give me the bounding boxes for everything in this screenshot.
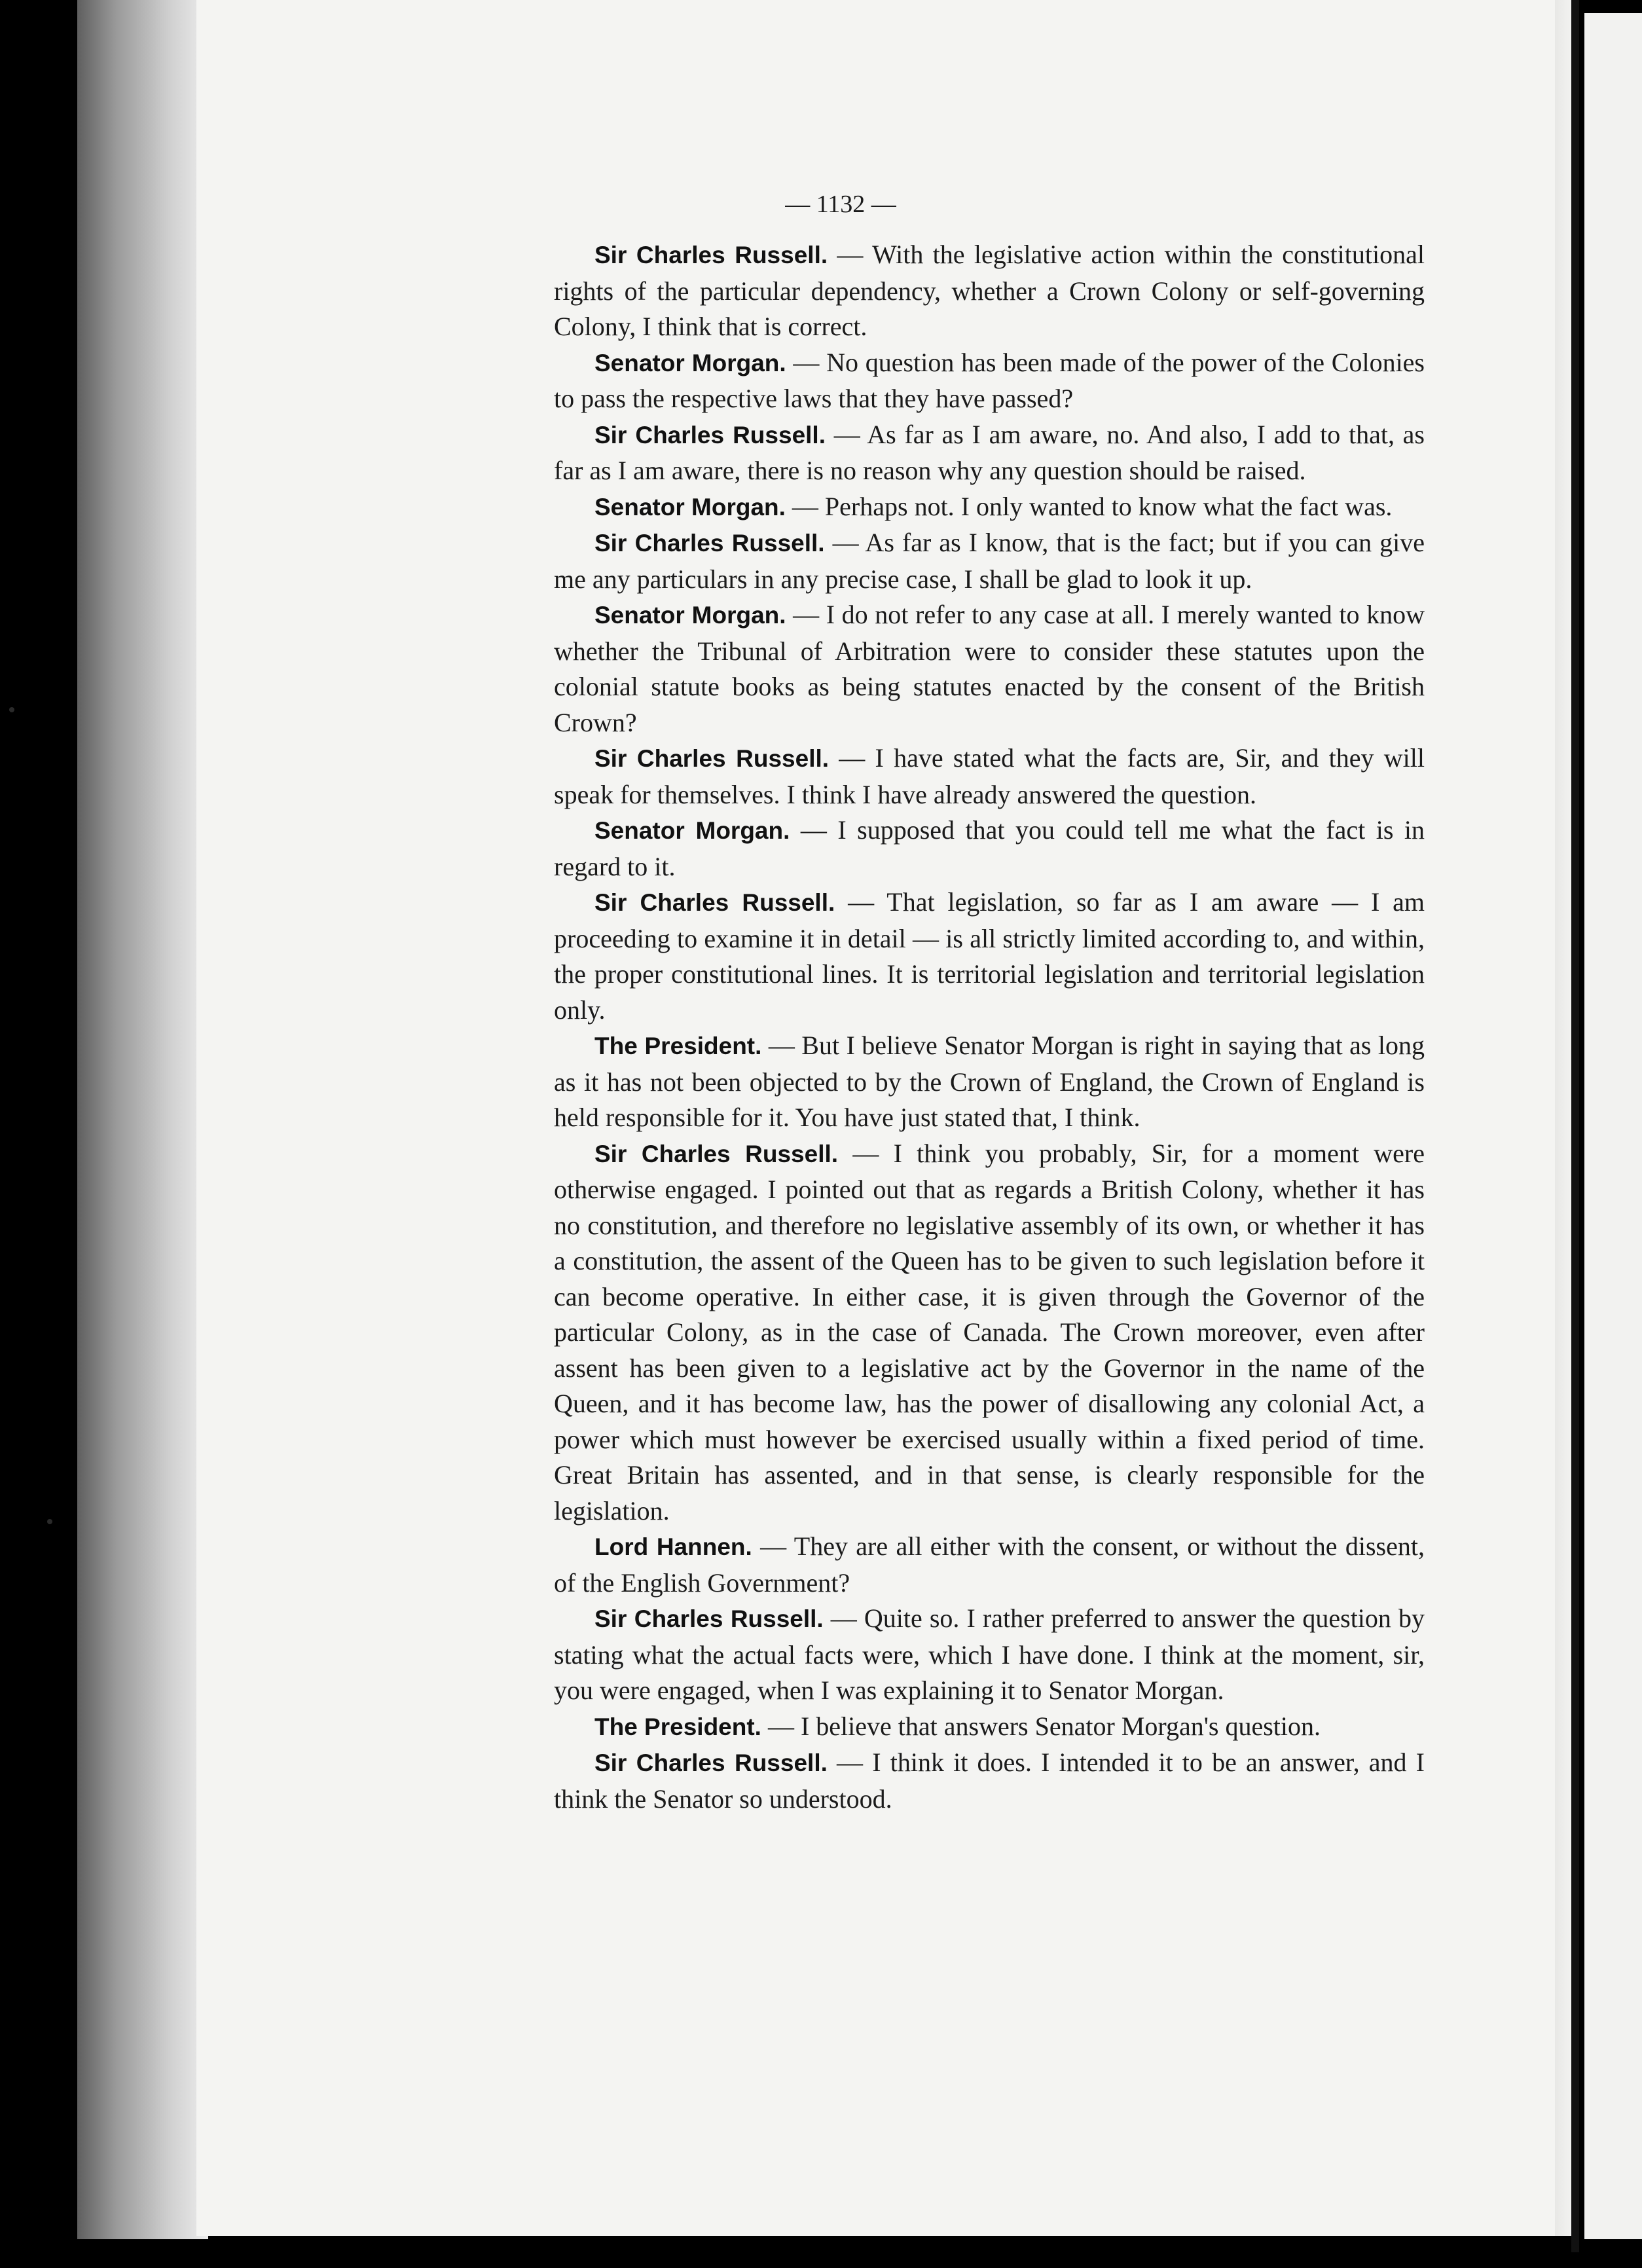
speaker-name: Sir Charles Russell. <box>594 1140 839 1167</box>
speech-text: — They are all either with the consent, or without the dissent, of the English Government? <box>554 1531 1425 1598</box>
scan-speck <box>9 707 14 712</box>
transcript-body <box>554 237 1425 1817</box>
speech-text: — I have stated what the facts are, Sir, and they will speak for themselves. I think I have already answered the question. <box>554 743 1425 809</box>
exchange-paragraph <box>554 1601 1425 1709</box>
exchange-paragraph <box>554 525 1425 597</box>
speech-text: — Quite so. I rather preferred to answer the question by stating what the actual facts were, which I have done. I think at the moment, sir, you were engaged, when I was explaining it to Senator Morgan. <box>554 1603 1425 1705</box>
speech-text: — I believe that answers Senator Morgan's question. <box>761 1711 1321 1741</box>
page-edge-divider <box>1571 0 1579 2252</box>
speaker-name: Senator Morgan. <box>594 493 786 521</box>
speaker-name: The President. <box>594 1033 762 1059</box>
speech-text: — Perhaps not. I only wanted to know what the fact was. <box>785 491 1393 521</box>
exchange-paragraph <box>554 1745 1425 1817</box>
speaker-name: Senator Morgan. <box>594 349 786 376</box>
exchange-paragraph <box>554 237 1425 345</box>
speaker-name: Sir Charles Russell. <box>594 889 835 916</box>
speech-text: — With the legislative action within the constitutional rights of the particular dependency, whether a Crown Colony or self-governing Colony, I think that is correct. <box>554 240 1425 341</box>
exchange-paragraph <box>554 1709 1425 1746</box>
exchange-paragraph <box>554 1028 1425 1136</box>
speech-text: — I think it does. I intended it to be an answer, and I think the Senator so understood. <box>554 1747 1425 1814</box>
speaker-name: Sir Charles Russell. <box>594 242 828 268</box>
adjacent-page-sliver <box>1584 13 1642 2239</box>
speech-text: — That legislation, so far as I am aware — I am proceeding to examine it in detail — is all strictly limited according to, and within, the proper constitutional lines. It is territorial legislation and territorial legislation only. <box>554 887 1425 1025</box>
exchange-paragraph <box>554 1136 1425 1529</box>
speaker-name: Sir Charles Russell. <box>594 530 825 557</box>
speaker-name: Sir Charles Russell. <box>594 745 830 772</box>
speech-text: — But I believe Senator Morgan is right in saying that as long as it has not been objected to by the Crown of England, the Crown of England is held responsible for it. You have just stated that, I think. <box>554 1031 1425 1132</box>
speaker-name: Senator Morgan. <box>594 602 786 629</box>
speech-text: — No question has been made of the power of the Colonies to pass the respective laws that they have passed? <box>554 347 1425 413</box>
scan-speck <box>47 1519 52 1524</box>
speech-text: — As far as I know, that is the fact; but if you can give me any particulars in any precise case, I shall be glad to look it up. <box>554 528 1425 594</box>
exchange-paragraph <box>554 1529 1425 1601</box>
speaker-name: The President. <box>594 1713 761 1740</box>
exchange-paragraph <box>554 813 1425 885</box>
exchange-paragraph <box>554 741 1425 813</box>
binding-shadow <box>77 0 208 2239</box>
page-number: — 1132 — <box>785 191 896 218</box>
exchange-paragraph <box>554 885 1425 1028</box>
speaker-name: Sir Charles Russell. <box>594 1605 824 1632</box>
speech-text: — I supposed that you could tell me what the fact is in regard to it. <box>554 815 1425 881</box>
speech-text: — I think you probably, Sir, for a moment were otherwise engaged. I pointed out that as regards a British Colony, whether it has no constitution, and therefore no legislative assembly of its own, or whether it has a constitution, the assent of the Queen has to be given to such legislation before it can become operative. In either case, it is given through the Governor of the particular Colony, as in the case of Canada. The Crown moreover, even after assent has been given to a legislative act by the Governor in the name of the Queen, and it has become law, has the power of disallowing any colonial Act, a power which must however be exercised usually within a fixed period of time. Great Britain has assented, and in that sense, is clearly responsible for the legislation. <box>554 1138 1425 1526</box>
exchange-paragraph <box>554 345 1425 417</box>
speech-text: — I do not refer to any case at all. I merely wanted to know whether the Tribunal of Arbitration were to consider these statutes upon the colonial statute books as being statutes enacted by the consent of the British Crown? <box>554 600 1425 737</box>
exchange-paragraph <box>554 489 1425 526</box>
speaker-name: Sir Charles Russell. <box>594 1749 828 1776</box>
speaker-name: Lord Hannen. <box>594 1533 752 1560</box>
exchange-paragraph <box>554 597 1425 741</box>
exchange-paragraph <box>554 417 1425 489</box>
speaker-name: Sir Charles Russell. <box>594 421 826 448</box>
speech-text: — As far as I am aware, no. And also, I add to that, as far as I am aware, there is no reason why any question should be raised. <box>554 419 1425 485</box>
speaker-name: Senator Morgan. <box>594 817 790 844</box>
